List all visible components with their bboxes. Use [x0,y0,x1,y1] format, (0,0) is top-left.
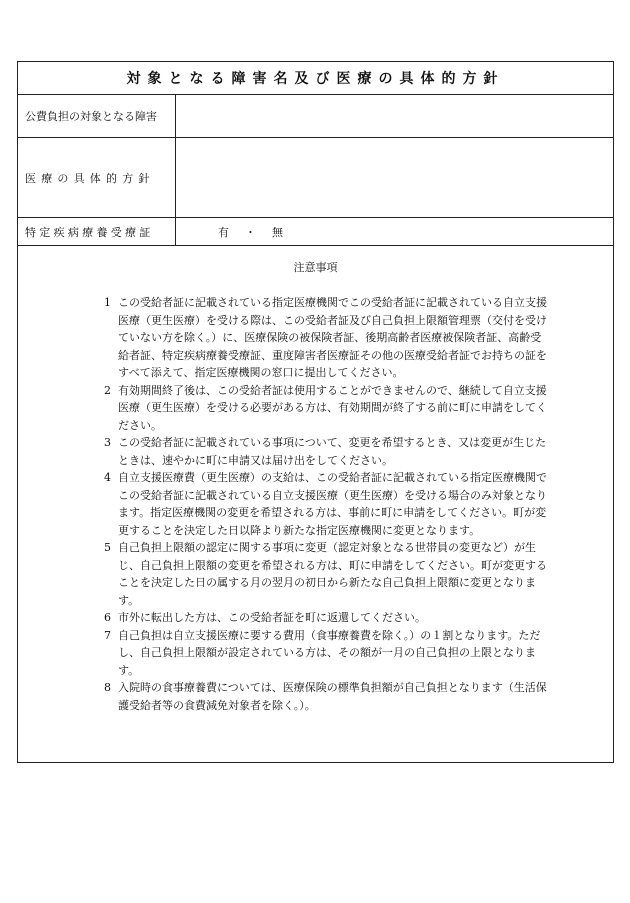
option-separator: ・ [245,225,258,239]
notes-heading: 注意事項 [293,261,338,274]
note-number: 3 [104,436,111,449]
option-no[interactable]: 無 [272,225,285,239]
note-text: この受給者証に記載されている指定医療機関でこの受給者証に記載されている自立支援医療（更生医療）を受ける際は、この受給者証及び自己負担上限額管理票（交付を受けていない方を除く。）に、医療保険の被保険者証、後期高齢者医療被保険者証、高齢受給者証、特定疾病療養受療証、重度障害者医療証その他の医療受給者証でお持ちの証をすべて添えて、指定医療機関の窓口に提出してください。 [118,296,547,379]
option-yes[interactable]: 有 [218,225,231,239]
note-text: 自己負担は自立支援医療に要する費用（食事療養費を除く。）の１割となります。ただし、自己負担上限額が設定されている方は、その額が一月の自己負担の上限となります。 [118,628,541,677]
medical-policy-form [17,61,614,763]
notes-list [18,294,613,714]
treatment-policy-row [18,138,613,218]
note-text: この受給者証に記載されている事項について、変更を希望するとき、又は変更が生じたときは、速やかに町に申請又は届け出をしてください。 [118,436,547,467]
treatment-policy-label: 医療の具体的方針 [18,138,176,217]
note-number: 2 [104,383,111,397]
note-number: 4 [104,471,111,484]
note-number: 6 [104,611,111,624]
note-item [104,294,548,382]
note-text: 自立支援医療費（更生医療）の支給は、この受給者証に記載されている指定医療機関でこの受給者証に記載されている自立支援医療（更生医療）を受ける場合のみ対象となります。指定医療機関の変更を希望される方は、事前に町に申請をしてください。町が変更することを決定した日以降より新たな指定医療機関に変更となります。 [118,471,547,537]
note-number: 5 [104,541,111,554]
specific-disease-label: 特定疾病療養受療証 [18,218,176,245]
note-item [104,539,548,609]
disability-row [18,95,613,138]
notes-section [18,294,613,714]
note-item [104,382,548,435]
note-number: 7 [104,628,111,642]
note-item [104,469,548,539]
note-text: 入院時の食事療養費については、医療保険の標準負担額が自己負担となります（生活保護受給者等の食費減免対象者を除く。）。 [118,681,547,712]
note-item [104,609,548,627]
treatment-policy-value-field[interactable] [176,138,613,217]
note-number: 1 [104,296,111,309]
specific-disease-selection [176,218,613,245]
disability-value-field[interactable] [176,95,613,137]
note-item [104,627,548,680]
specific-disease-row [18,218,613,246]
disability-label: 公費負担の対象となる障害 [18,95,176,137]
note-number: 8 [104,681,111,694]
note-item [104,679,548,714]
note-text: 有効期間終了後は、この受給者証は使用することができませんので、継続して自立支援医療（更生医療）を受ける必要がある方は、有効期間が終了する前に町に申請をしてください。 [118,383,547,432]
note-item [104,434,548,469]
note-text: 市外に転出した方は、この受給者証を町に返還してください。 [118,611,426,624]
form-title: 対象となる障害名及び医療の具体的方針 [18,62,613,95]
note-text: 自己負担上限額の認定に関する事項に変更（認定対象となる世帯員の変更など）が生じ、自己負担上限額の変更を希望される方は、町に申請をしてください。町が変更することを決定した日の属する月の翌月の初日から新たな自己負担上限額に変更となります。 [118,541,547,607]
